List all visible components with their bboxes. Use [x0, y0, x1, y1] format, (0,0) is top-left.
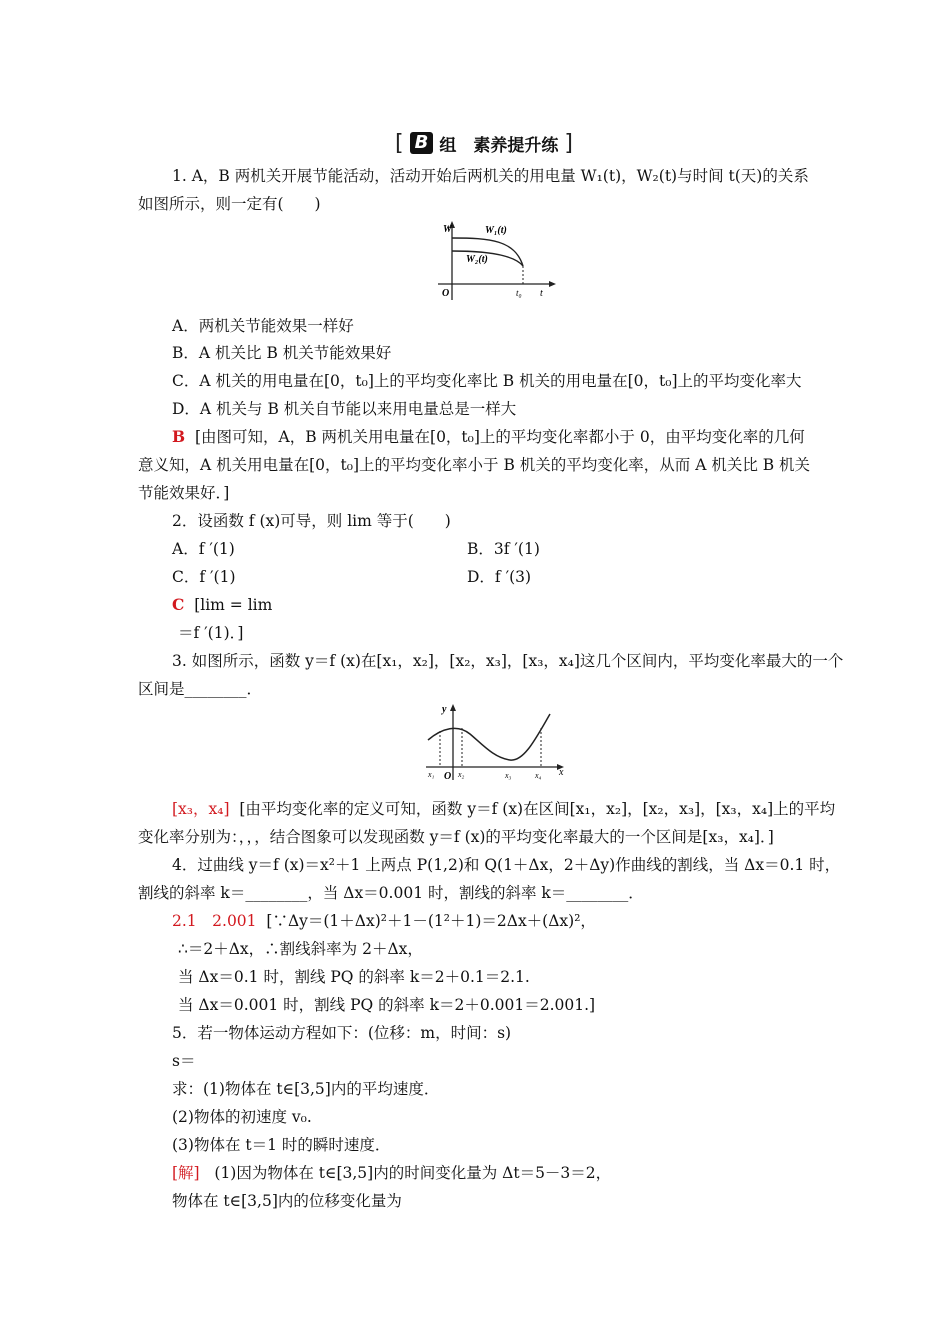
- q2-answer-line1: [172, 595, 272, 615]
- q1-stem-line1: 1. A，B 两机关开展节能活动，活动开始后两机关的用电量 W₁(t)，W₂(t)与时间 t(天)的关系: [172, 167, 809, 185]
- q4-explanation-3: 当 Δx＝0.1 时，割线 PQ 的斜率 k＝2＋0.1＝2.1.: [178, 968, 530, 986]
- q3-figure: [420, 700, 570, 784]
- q2-explanation-1: [lim = lim: [194, 596, 273, 614]
- section-header: [395, 130, 573, 156]
- header-bracket-open: [: [395, 130, 404, 156]
- q1-stem-line2: 如图所示，则一定有( ): [138, 195, 321, 213]
- q5-task-2: (2)物体的初速度 v₀.: [172, 1108, 312, 1126]
- q3-x-label: x: [559, 767, 564, 778]
- q1-answer: B: [172, 427, 186, 446]
- q4-stem-line2: 割线的斜率 k＝________，当 Δx＝0.001 时，割线的斜率 k＝________．: [138, 884, 644, 902]
- q2-stem: 2．设函数 f (x)可导，则 lim 等于( ): [172, 512, 451, 530]
- q1-explanation-2: 意义知，A 机关用电量在[0，t₀]上的平均变化率小于 B 机关的平均变化率，从而 A 机关比 B 机关: [138, 456, 811, 474]
- q3-answer: [x₃，x₄]: [172, 800, 230, 818]
- q3-stem-line2: 区间是________．: [138, 680, 263, 698]
- q2-option-b: B．3f ′(1): [467, 540, 540, 558]
- q1-answer-line1: [172, 427, 805, 447]
- q3-x1-label: x₁: [428, 770, 435, 779]
- q5-solution-2: 物体在 t∈[3,5]内的位移变化量为: [172, 1192, 402, 1210]
- q4-answer-line1: [172, 911, 596, 931]
- q2-option-a: A．f ′(1): [172, 540, 235, 558]
- q3-answer-line1: [172, 799, 835, 819]
- q5-solution-label: [解]: [172, 1164, 200, 1182]
- header-bracket-close: ]: [564, 130, 573, 156]
- q3-y-arrow: [450, 704, 456, 711]
- q3-x3-label: x₃: [505, 771, 512, 780]
- q5-solution-line1: [172, 1163, 611, 1183]
- q1-explanation-3: 节能效果好．]: [138, 484, 230, 502]
- section-title: 组 素养提升练: [439, 135, 559, 156]
- q5-solution-1: (1)因为物体在 t∈[3,5]内的时间变化量为 Δt＝5－3＝2，: [214, 1164, 612, 1182]
- group-badge: B: [410, 132, 434, 154]
- q3-explanation-2: 变化率分别为：，，，结合图象可以发现函数 y＝f (x)的平均变化率最大的一个区间是[x₃，x₄]．]: [138, 828, 774, 846]
- q1-option-d: D．A 机关与 B 机关自节能以来用电量总是一样大: [172, 400, 517, 418]
- q1-option-b: B．A 机关比 B 机关节能效果好: [172, 344, 392, 362]
- q3-curve: [428, 714, 550, 760]
- q5-task-1: 求：(1)物体在 t∈[3,5]内的平均速度．: [172, 1080, 440, 1098]
- q4-explanation-2: ∴＝2＋Δx，∴割线斜率为 2＋Δx，: [178, 940, 423, 958]
- q4-explanation-4: 当 Δx＝0.001 时，割线 PQ 的斜率 k＝2＋0.001＝2.001.]: [178, 996, 596, 1014]
- q1-option-c: C．A 机关的用电量在[0，t₀]上的平均变化率比 B 机关的用电量在[0，t₀]上的平均变化率大: [172, 372, 802, 390]
- q4-explanation-1: [∵Δy＝(1＋Δx)²＋1－(1²＋1)＝2Δx＋(Δx)²，: [266, 912, 596, 930]
- q5-task-3: (3)物体在 t＝1 时的瞬时速度．: [172, 1136, 391, 1154]
- q1-w2-label: W₂(t): [466, 254, 488, 265]
- q2-explanation-2: ＝f ′(1)．]: [178, 624, 244, 642]
- q5-stem-line2: s＝: [172, 1052, 196, 1070]
- q2-option-c: C．f ′(1): [172, 568, 236, 586]
- q1-w1-label: W₁(t): [485, 225, 507, 236]
- q3-x2-label: x₂: [458, 770, 465, 779]
- q3-x4-label: x₄: [535, 771, 542, 780]
- q3-explanation-1: [由平均变化率的定义可知，函数 y＝f (x)在区间[x₁，x₂]，[x₂，x₃]，[x₃，x₄]上的平均: [239, 800, 836, 818]
- q3-origin-label: O: [444, 771, 452, 782]
- q1-option-a: A．两机关节能效果一样好: [172, 317, 354, 335]
- q5-stem-line1: 5．若一物体运动方程如下：(位移：m，时间：s): [172, 1024, 512, 1042]
- q1-y-label: W: [443, 224, 452, 235]
- q1-t-label: t: [540, 288, 543, 299]
- q4-stem-line1: 4．过曲线 y＝f (x)＝x²＋1 上两点 P(1,2)和 Q(1＋Δx，2＋Δy)作曲线的割线，当 Δx＝0.1 时，: [172, 856, 841, 874]
- q3-stem-line1: 3. 如图所示，函数 y＝f (x)在[x₁，x₂]，[x₂，x₃]，[x₃，x₄]这几个区间内，平均变化率最大的一个: [172, 652, 844, 670]
- q1-origin-label: O: [442, 288, 450, 299]
- q1-figure: [430, 218, 560, 304]
- q2-answer: C: [172, 595, 185, 614]
- q4-answer: 2.1 2.001: [172, 912, 257, 930]
- q1-t0-label: t₀: [516, 288, 522, 298]
- q3-y-label: y: [442, 704, 447, 715]
- q1-x-arrow: [549, 281, 556, 287]
- q2-option-d: D．f ′(3): [467, 568, 532, 586]
- q1-explanation-1: [由图可知，A，B 两机关用电量在[0，t₀]上的平均变化率都小于 0，由平均变化率的几何: [194, 428, 805, 446]
